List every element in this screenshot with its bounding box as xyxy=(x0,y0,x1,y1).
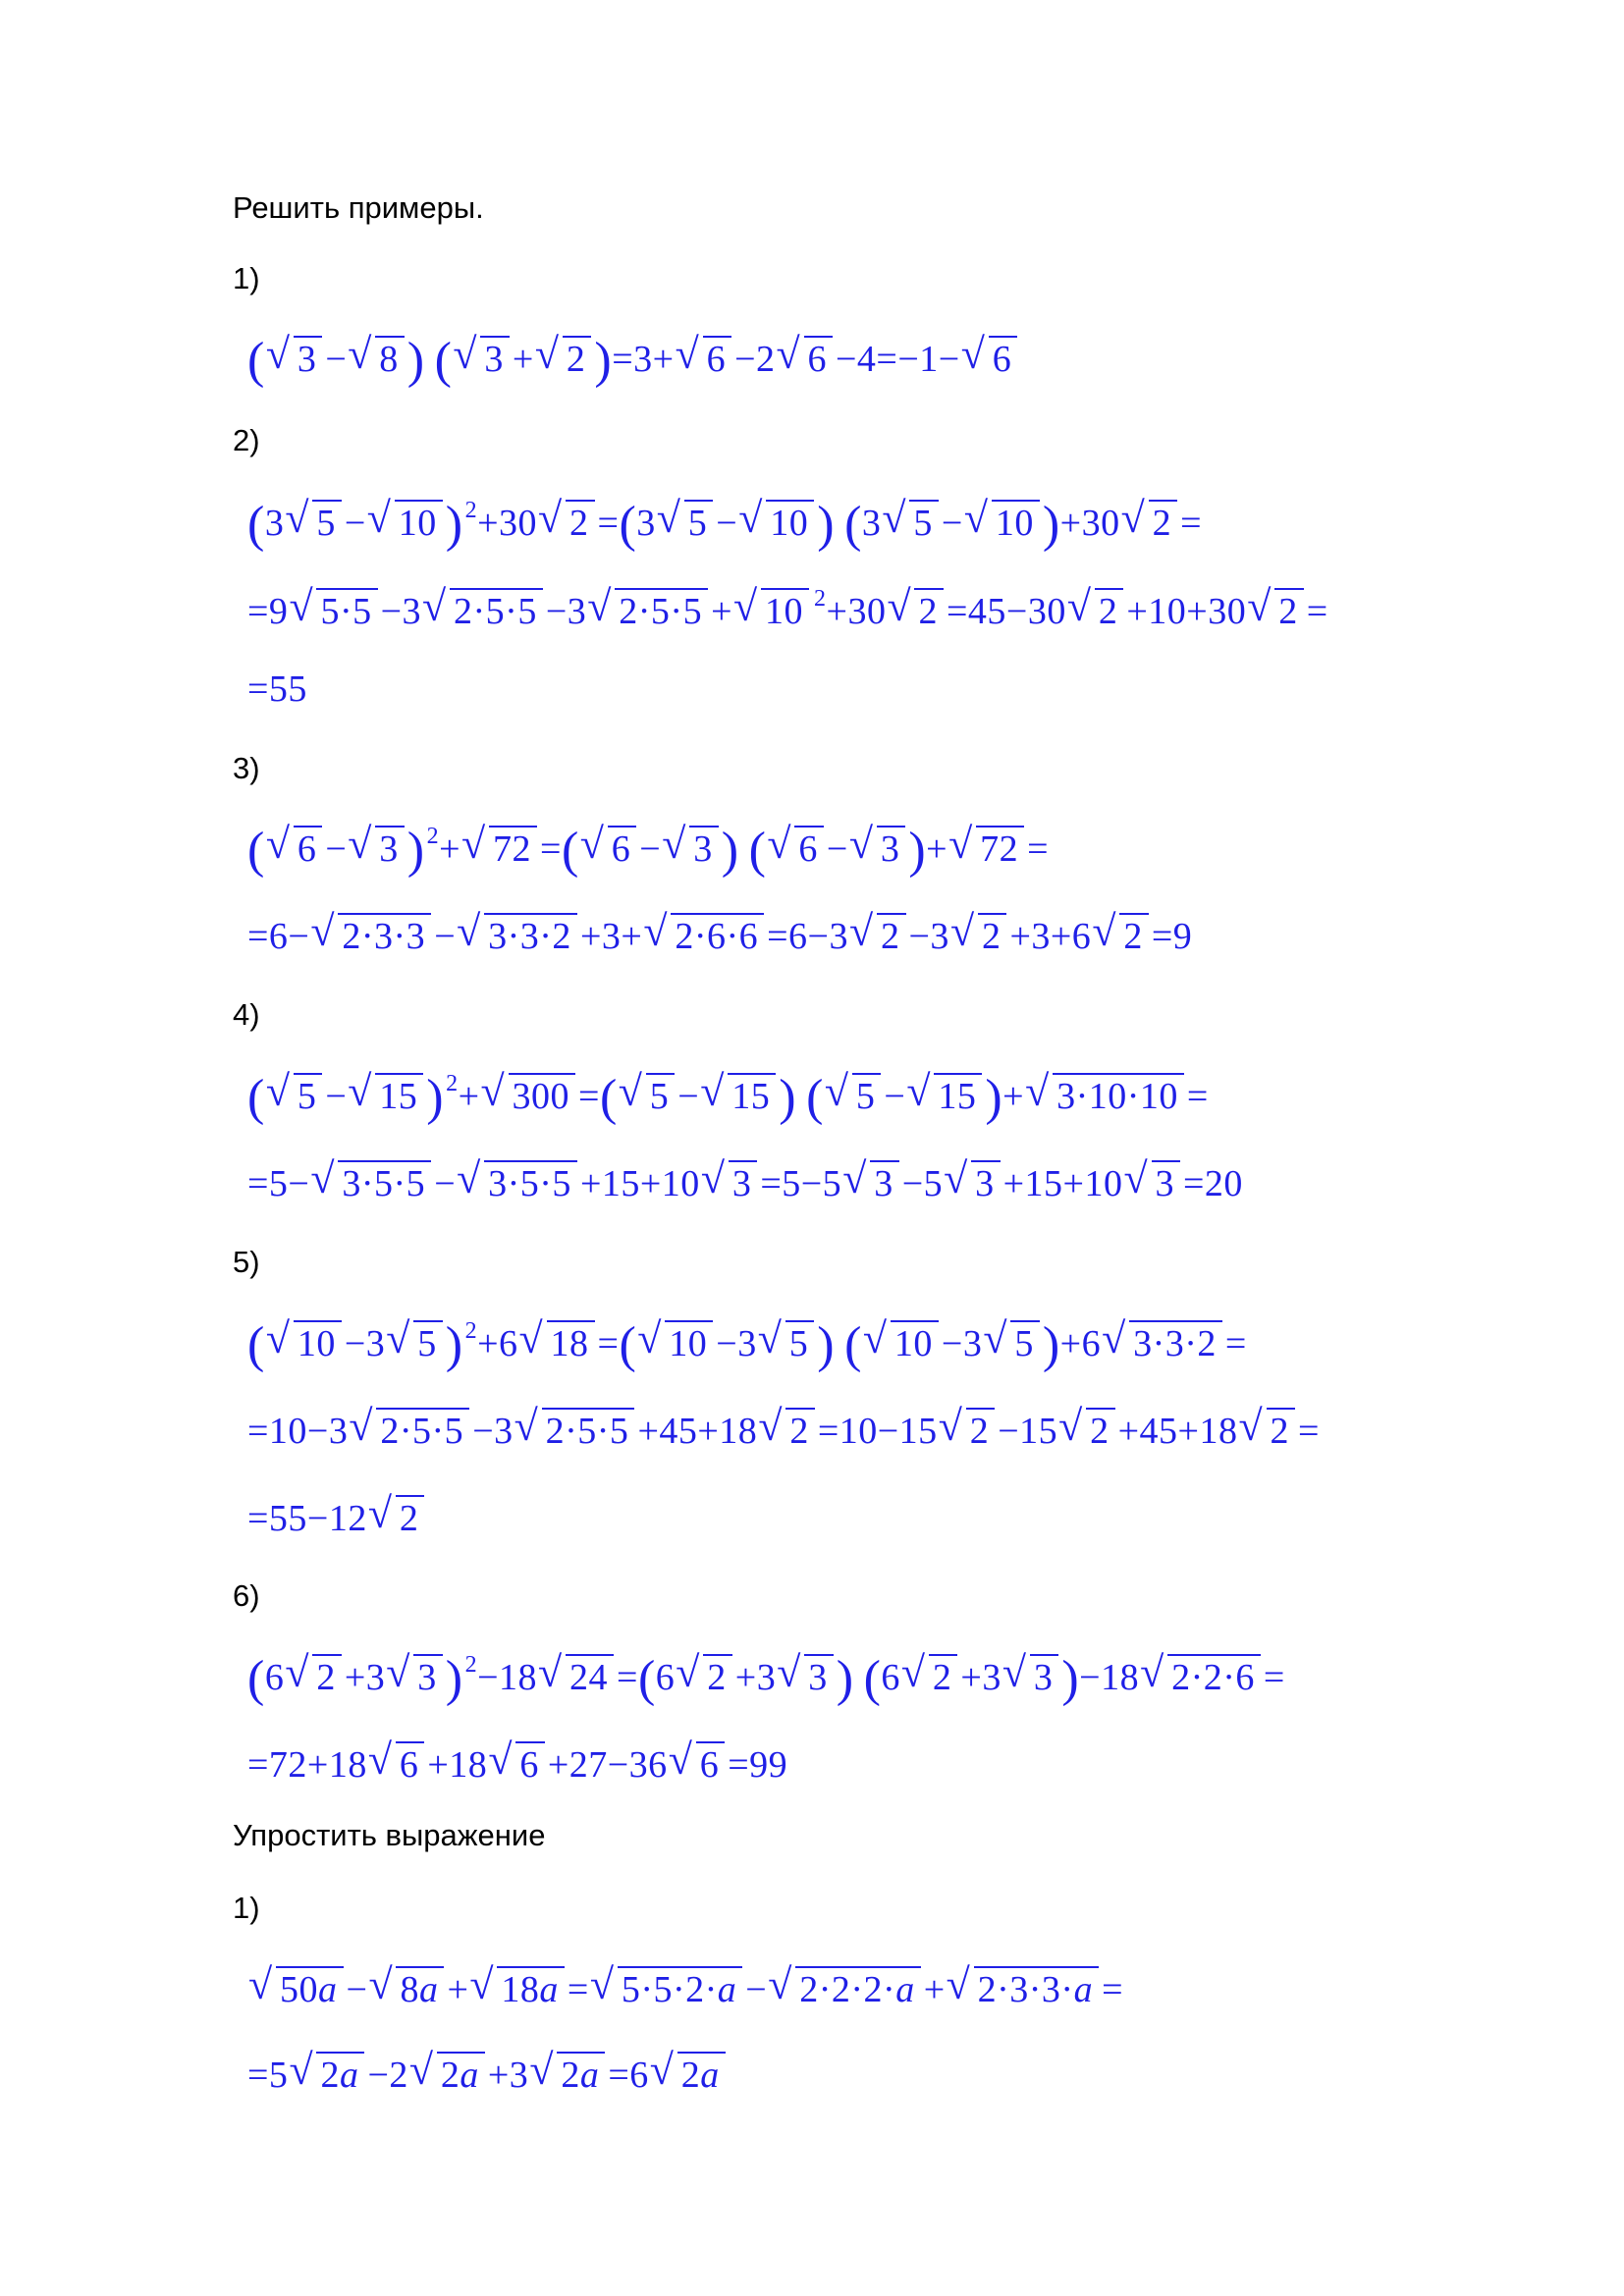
example-5-line-1: (√ 10 −3√ 5 )$^2$+6√ 18 =(√ 10 −3√ 5 ) (√ 10 −3√ 5 )+6√ 3·3·2 = xyxy=(247,1319,1247,1371)
example-5-line-2: =10−3√ 2·5·5 −3√ 2·5·5 +45+18√ 2 =10−15√ 2 −15√ 2 +45+18√ 2 = xyxy=(247,1408,1320,1450)
example-6-line-1: (6√ 2 +3√ 3 )$^2$−18√ 24 =(6√ 2 +3√ 3 ) (6√ 2 +3√ 3 )−18√ 2·2·6 = xyxy=(247,1653,1285,1705)
example-4-line-1: (√ 5 −√ 15 )$^2$+√ 300 =(√ 5 −√ 15 ) (√ 5 −√ 15 )+√ 3·10·10 = xyxy=(247,1072,1209,1124)
example-2-line-1: (3√ 5 −√ 10 )$^2$+30√ 2 =(3√ 5 −√ 10 ) (3√ 5 −√ 10 )+30√ 2 = xyxy=(247,499,1202,551)
example-2-line-3: =55 xyxy=(247,668,307,710)
example-2-line-2: =9√ 5·5 −3√ 2·5·5 −3√ 2·5·5 +√ 10 $^2$+30√ 2 =45−30√ 2 +10+30√ 2 = xyxy=(247,587,1328,630)
example-6-line-2: =72+18√ 6 +18√ 6 +27−36√ 6 =99 xyxy=(247,1741,787,1784)
example-4-line-2: =5−√ 3·5·5 −√ 3·5·5 +15+10√ 3 =5−5√ 3 −5√ 3 +15+10√ 3 =20 xyxy=(247,1160,1243,1202)
example-5-line-3: =55−12√ 2 xyxy=(247,1495,427,1537)
simplify-1-line-2: =5√ 2a −2√ 2a +3√ 2a =6√ 2a xyxy=(247,2052,729,2094)
simplify-1-line-1: √ 50a −√ 8a +√ 18a =√ 5·5·2·a −√ 2·2·2·a +√ 2·3·3·a = xyxy=(247,1966,1123,2008)
example-number-2: 2) xyxy=(233,423,260,457)
example-number-3: 3) xyxy=(233,751,260,785)
heading-solve-examples: Решить примеры. xyxy=(233,190,484,225)
heading-simplify-expression: Упростить выражение xyxy=(233,1818,546,1852)
example-number-4: 4) xyxy=(233,997,260,1032)
example-number-6: 6) xyxy=(233,1578,260,1613)
example-3-line-2: =6−√ 2·3·3 −√ 3·3·2 +3+√ 2·6·6 =6−3√ 2 −3√ 2 +3+6√ 2 =9 xyxy=(247,913,1192,955)
example-number-1: 1) xyxy=(233,261,260,295)
simplify-number-1: 1) xyxy=(233,1891,260,1925)
example-number-5: 5) xyxy=(233,1245,260,1279)
example-3-line-1: (√ 6 −√ 3 )$^2$+√ 72 =(√ 6 −√ 3 ) (√ 6 −√ 3 )+√ 72 = xyxy=(247,825,1049,877)
example-1-line-1: (√ 3 −√ 8 ) (√ 3 +√ 2 )=3+√ 6 −2√ 6 −4=−1−√ 6 xyxy=(247,336,1020,387)
